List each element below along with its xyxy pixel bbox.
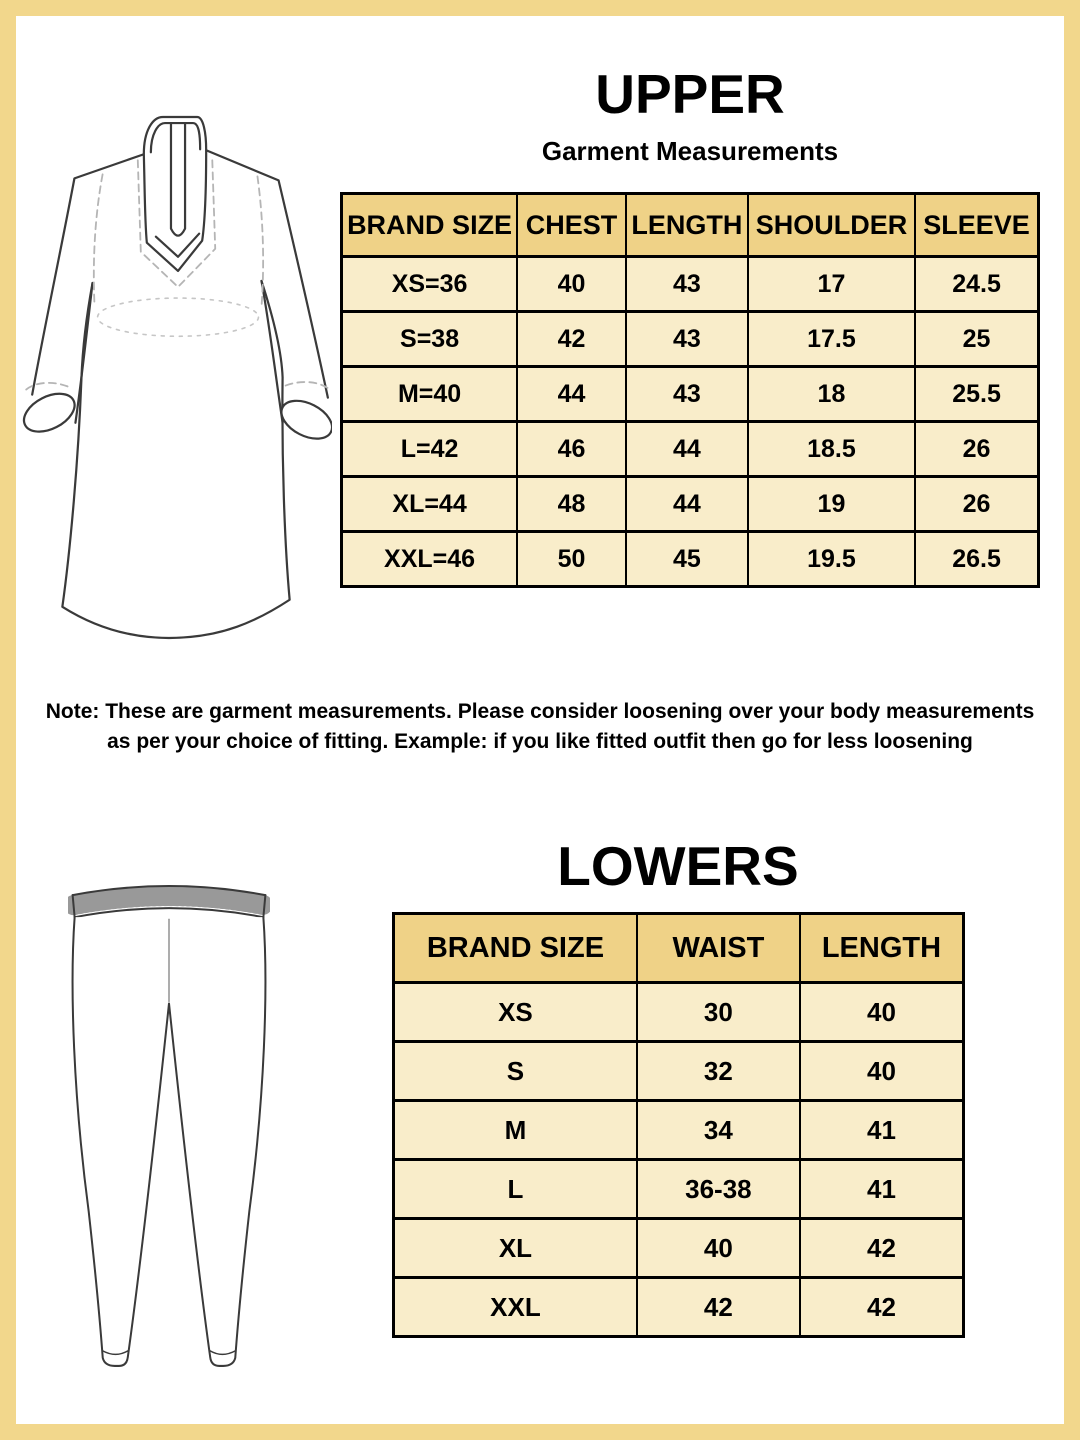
table-row bbox=[342, 422, 1039, 477]
table-cell: 17.5 bbox=[748, 312, 915, 367]
table-row bbox=[342, 367, 1039, 422]
table-cell: 34 bbox=[637, 1101, 800, 1160]
table-cell: 25 bbox=[915, 312, 1038, 367]
table-cell: 26.5 bbox=[915, 532, 1038, 587]
table-cell: S bbox=[394, 1042, 637, 1101]
table-cell: XXL=46 bbox=[342, 532, 518, 587]
table-cell: 26 bbox=[915, 477, 1038, 532]
table-cell: L=42 bbox=[342, 422, 518, 477]
column-header: SLEEVE bbox=[915, 194, 1038, 257]
table-cell: XS=36 bbox=[342, 257, 518, 312]
table-cell: 48 bbox=[517, 477, 626, 532]
column-header: LENGTH bbox=[626, 194, 748, 257]
table-cell: 46 bbox=[517, 422, 626, 477]
table-cell: 43 bbox=[626, 367, 748, 422]
table-cell: 25.5 bbox=[915, 367, 1038, 422]
table-cell: 42 bbox=[637, 1278, 800, 1337]
measurement-note bbox=[45, 697, 1035, 757]
table-cell: XL bbox=[394, 1219, 637, 1278]
table-row bbox=[342, 477, 1039, 532]
upper-size-table bbox=[340, 192, 1040, 588]
table-cell: 19 bbox=[748, 477, 915, 532]
column-header: WAIST bbox=[637, 914, 800, 983]
table-row bbox=[394, 1160, 964, 1219]
table-cell: 42 bbox=[800, 1219, 964, 1278]
pants-illustration bbox=[68, 872, 270, 1381]
table-cell: 44 bbox=[517, 367, 626, 422]
table-cell: 18 bbox=[748, 367, 915, 422]
column-header: CHEST bbox=[517, 194, 626, 257]
table-row bbox=[394, 1042, 964, 1101]
table-cell: M=40 bbox=[342, 367, 518, 422]
lowers-section-header bbox=[390, 835, 966, 897]
table-row bbox=[394, 983, 964, 1042]
table-cell: 41 bbox=[800, 1101, 964, 1160]
table-cell: 41 bbox=[800, 1160, 964, 1219]
upper-subtitle: Garment Measurements bbox=[541, 135, 839, 166]
column-header: BRAND SIZE bbox=[342, 194, 518, 257]
table-cell: 26 bbox=[915, 422, 1038, 477]
table-cell: 44 bbox=[626, 422, 748, 477]
table-row bbox=[342, 312, 1039, 367]
upper-title: UPPER bbox=[595, 63, 785, 125]
table-cell: 19.5 bbox=[748, 532, 915, 587]
lowers-size-table bbox=[392, 912, 965, 1338]
table-cell: M bbox=[394, 1101, 637, 1160]
table-cell: L bbox=[394, 1160, 637, 1219]
header-row bbox=[394, 914, 964, 983]
table-cell: 40 bbox=[800, 983, 964, 1042]
table-cell: 45 bbox=[626, 532, 748, 587]
table-row bbox=[342, 257, 1039, 312]
kurta-illustration bbox=[18, 112, 332, 645]
table-cell: 43 bbox=[626, 257, 748, 312]
table-cell: 50 bbox=[517, 532, 626, 587]
table-cell: XS bbox=[394, 983, 637, 1042]
column-header: SHOULDER bbox=[748, 194, 915, 257]
table-cell: S=38 bbox=[342, 312, 518, 367]
note-line-1: Note: These are garment measurements. Please consider loosening over your body measurements bbox=[45, 700, 1035, 723]
table-cell: 40 bbox=[637, 1219, 800, 1278]
table-cell: 43 bbox=[626, 312, 748, 367]
table-cell: 40 bbox=[800, 1042, 964, 1101]
note-line-2: as per your choice of fitting. Example: if you like fitted outfit then go for less loosening bbox=[107, 730, 973, 753]
table-cell: 40 bbox=[517, 257, 626, 312]
table-row bbox=[342, 532, 1039, 587]
table-cell: 30 bbox=[637, 983, 800, 1042]
column-header: BRAND SIZE bbox=[394, 914, 637, 983]
table-cell: 24.5 bbox=[915, 257, 1038, 312]
table-cell: XL=44 bbox=[342, 477, 518, 532]
pants-outline-icon bbox=[68, 872, 270, 1381]
table-cell: 17 bbox=[748, 257, 915, 312]
table-cell: 42 bbox=[517, 312, 626, 367]
table-cell: 18.5 bbox=[748, 422, 915, 477]
column-header: LENGTH bbox=[800, 914, 964, 983]
table-row bbox=[394, 1101, 964, 1160]
table-cell: XXL bbox=[394, 1278, 637, 1337]
lowers-title: LOWERS bbox=[557, 835, 799, 897]
table-cell: 42 bbox=[800, 1278, 964, 1337]
table-row bbox=[394, 1219, 964, 1278]
table-cell: 32 bbox=[637, 1042, 800, 1101]
header-row bbox=[342, 194, 1039, 257]
table-cell: 44 bbox=[626, 477, 748, 532]
table-cell: 36-38 bbox=[637, 1160, 800, 1219]
kurta-outline-icon bbox=[18, 112, 332, 645]
upper-section-header bbox=[340, 63, 1040, 167]
table-row bbox=[394, 1278, 964, 1337]
